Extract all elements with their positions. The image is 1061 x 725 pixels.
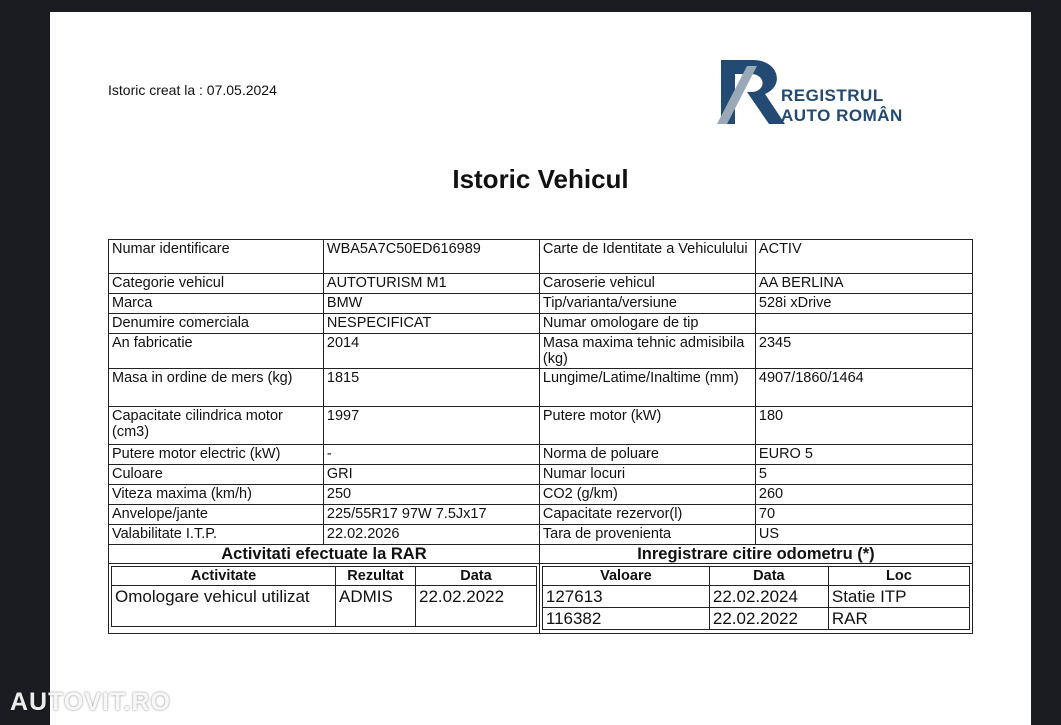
field-label: Marca [109,294,324,314]
table-row [109,505,973,525]
table-row [109,465,973,485]
page-title: Istoric Vehicul [452,164,629,194]
rar-cell [109,564,540,634]
rar-activitate: Omologare vehicul utilizat [112,586,336,627]
table-row [109,485,973,505]
odo-data: 22.02.2022 [709,608,828,630]
field-label: Tara de provenienta [539,525,755,545]
field-value: BMW [323,294,539,314]
field-label: Denumire comerciala [109,314,324,334]
table-row [109,525,973,545]
rar-header-data: Data [416,567,537,586]
odo-data: 22.02.2024 [709,586,828,608]
logo-line1: REGISTRUL [781,86,884,105]
odo-valoare: 127613 [542,586,709,608]
field-value: EURO 5 [755,445,972,465]
field-label: Numar identificare [109,240,324,274]
field-value: 260 [755,485,972,505]
logo-text [781,86,903,126]
field-label: Capacitate rezervor(l) [539,505,755,525]
document-page [50,12,1031,725]
field-value: 1997 [323,407,539,445]
field-label: Putere motor (kW) [539,407,755,445]
field-value: 22.02.2026 [323,525,539,545]
table-row [112,586,537,627]
table-row [542,586,969,608]
watermark-logo: AUTOVIT.RO [10,688,171,716]
field-value: 528i xDrive [755,294,972,314]
table-row [109,445,973,465]
field-value: WBA5A7C50ED616989 [323,240,539,274]
field-value: 2014 [323,334,539,369]
created-date: Istoric creat la : 07.05.2024 [108,82,277,98]
field-label: Anvelope/jante [109,505,324,525]
field-value: AUTOTURISM M1 [323,274,539,294]
field-label: Valabilitate I.T.P. [109,525,324,545]
odometer-section-title: Inregistrare citire odometru (*) [539,545,972,564]
table-row [109,407,973,445]
field-value [755,314,972,334]
field-label: Viteza maxima (km/h) [109,485,324,505]
field-label: Norma de poluare [539,445,755,465]
field-value: 1815 [323,369,539,407]
rar-header-activitate: Activitate [112,567,336,586]
odometer-cell [539,564,972,634]
table-row [109,369,973,407]
field-value: ACTIV [755,240,972,274]
field-label: An fabricatie [109,334,324,369]
table-row [542,608,969,630]
odo-header-data: Data [709,567,828,586]
field-value: 2345 [755,334,972,369]
rar-header-rezultat: Rezultat [336,567,416,586]
table-row [109,334,973,369]
field-label: Masa maxima tehnic admisibila (kg) [539,334,755,369]
table-row [109,240,973,274]
field-label: Caroserie vehicul [539,274,755,294]
field-label: Carte de Identitate a Vehiculului [539,240,755,274]
field-value: 5 [755,465,972,485]
table-row [109,314,973,334]
odometer-table [542,566,970,630]
field-label: Tip/varianta/versiune [539,294,755,314]
field-value: 180 [755,407,972,445]
table-row [109,274,973,294]
field-label: Putere motor electric (kW) [109,445,324,465]
field-value: 250 [323,485,539,505]
field-value: 4907/1860/1464 [755,369,972,407]
rar-data: 22.02.2022 [416,586,537,627]
field-label: Numar omologare de tip [539,314,755,334]
odo-valoare: 116382 [542,608,709,630]
vehicle-table [108,239,973,634]
field-value: US [755,525,972,545]
odo-loc: RAR [828,608,969,630]
field-label: CO2 (g/km) [539,485,755,505]
field-value: - [323,445,539,465]
field-label: Numar locuri [539,465,755,485]
table-row [109,294,973,314]
rar-rezultat: ADMIS [336,586,416,627]
logo-line2: AUTO ROMÂN [781,106,903,125]
rar-section-title: Activitati efectuate la RAR [109,545,540,564]
odo-header-loc: Loc [828,567,969,586]
field-label: Categorie vehicul [109,274,324,294]
rar-table [111,566,537,627]
odo-loc: Statie ITP [828,586,969,608]
field-value: 70 [755,505,972,525]
field-value: GRI [323,465,539,485]
odo-header-valoare: Valoare [542,567,709,586]
field-label: Culoare [109,465,324,485]
field-label: Lungime/Latime/Inaltime (mm) [539,369,755,407]
field-value: NESPECIFICAT [323,314,539,334]
field-value: AA BERLINA [755,274,972,294]
field-label: Capacitate cilindrica motor (cm3) [109,407,324,445]
field-value: 225/55R17 97W 7.5Jx17 [323,505,539,525]
field-label: Masa in ordine de mers (kg) [109,369,324,407]
